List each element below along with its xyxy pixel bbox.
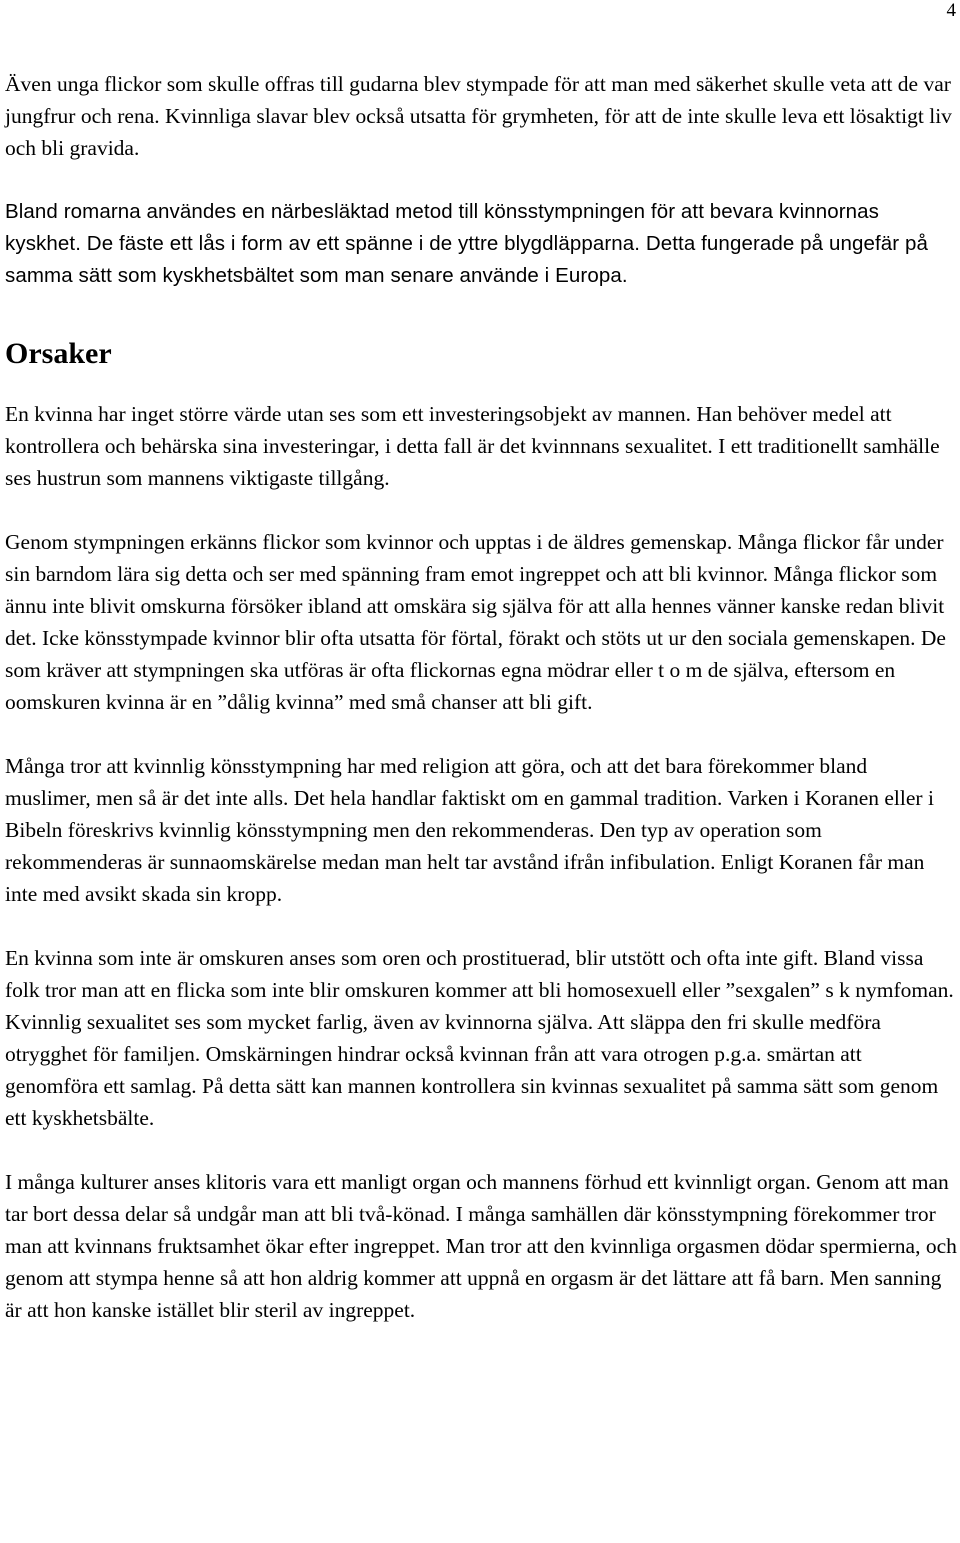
paragraph-romans: Bland romarna användes en närbesläktad metod till könsstympningen för att bevara kvinnornas kyskhet. De fäste ett lås i form av ett spänne i de yttre blygdläpparna. Detta fungerade på ungefär på samma sätt som kyskhetsbältet som man senare använde i Europa. (5, 200, 928, 287)
paragraph-religion: Många tror att kvinnlig könsstympning har med religion att göra, och att det bara förekommer bland muslimer, men så är det inte alls. Det hela handlar faktiskt om en gammal tradition. Varken i Koranen eller i Bibeln föreskrivs kvinnlig könsstympning men den rekommenderas. Den typ av operation som rekommenderas är sunnaomskärelse medan man helt tar avstånd ifrån infibulation. Enligt Koranen får man inte med avsikt skada sin kropp. (5, 754, 934, 906)
document-body (5, 68, 957, 1326)
paragraph-cultures: I många kulturer anses klitoris vara ett manligt organ och mannens förhud ett kvinnligt organ. Genom att man tar bort dessa delar så undgår man att bli två-könad. I många samhällen där könsstympning förekommer tror man att kvinnans fruktsamhet ökar efter ingreppet. Man tror att den kvinnliga orgasmen dödar spermierna, och genom att stympa henne så att hon aldrig kommer att uppnå en orgasm är det lättare att få barn. Men sanning är att hon kanske istället blir steril av ingreppet. (5, 1170, 957, 1322)
paragraph-community: Genom stympningen erkänns flickor som kvinnor och upptas i de äldres gemenskap. Många flickor får under sin barndom lära sig detta och ser med spänning fram emot ingreppet och att bli kvinnor. Många flickor som ännu inte blivit omskurna försöker ibland att omskära sig själva för att alla hennes vänner kanske redan blivit det. Icke könsstympade kvinnor blir ofta utsatta för förtal, förakt och stöts ut ur den sociala gemenskapen. De som kräver att stympningen ska utföras är ofta flickornas egna mödrar eller t o m de själva, eftersom en oomskuren kvinna är en ”dålig kvinna” med små chanser att bli gift. (5, 530, 946, 714)
paragraph-unclean: En kvinna som inte är omskuren anses som oren och prostituerad, blir utstött och ofta inte gift. Bland vissa folk tror man att en flicka som inte blir omskuren kommer att bli homosexuell eller ”sexgalen” s k nymfoman. Kvinnlig sexualitet ses som mycket farlig, även av kvinnorna själva. Att släppa den fri skulle medföra otrygghet för familjen. Omskärningen hindrar också kvinnan från att vara otrogen p.g.a. smärtan att genomföra ett samlag. På detta sätt kan mannen kontrollera sin kvinnas sexualitet på samma sätt som genom ett kyskhetsbälte. (5, 946, 954, 1130)
section-heading-orsaker: Orsaker (5, 337, 112, 370)
paragraph-offerings: Även unga flickor som skulle offras till gudarna blev stympade för att man med säkerhet skulle veta att de var jungfrur och rena. Kvinnliga slavar blev också utsatta för grymheten, för att de inte skulle leva ett lösaktigt liv och bli gravida. (5, 72, 952, 160)
page-number: 4 (946, 0, 956, 21)
paragraph-investment: En kvinna har inget större värde utan ses som ett investeringsobjekt av mannen. Han behöver medel att kontrollera och behärska sina investeringar, i detta fall är det kvinnnans sexualitet. I ett traditionellt samhälle ses hustrun som mannens viktigaste tillgång. (5, 402, 940, 490)
